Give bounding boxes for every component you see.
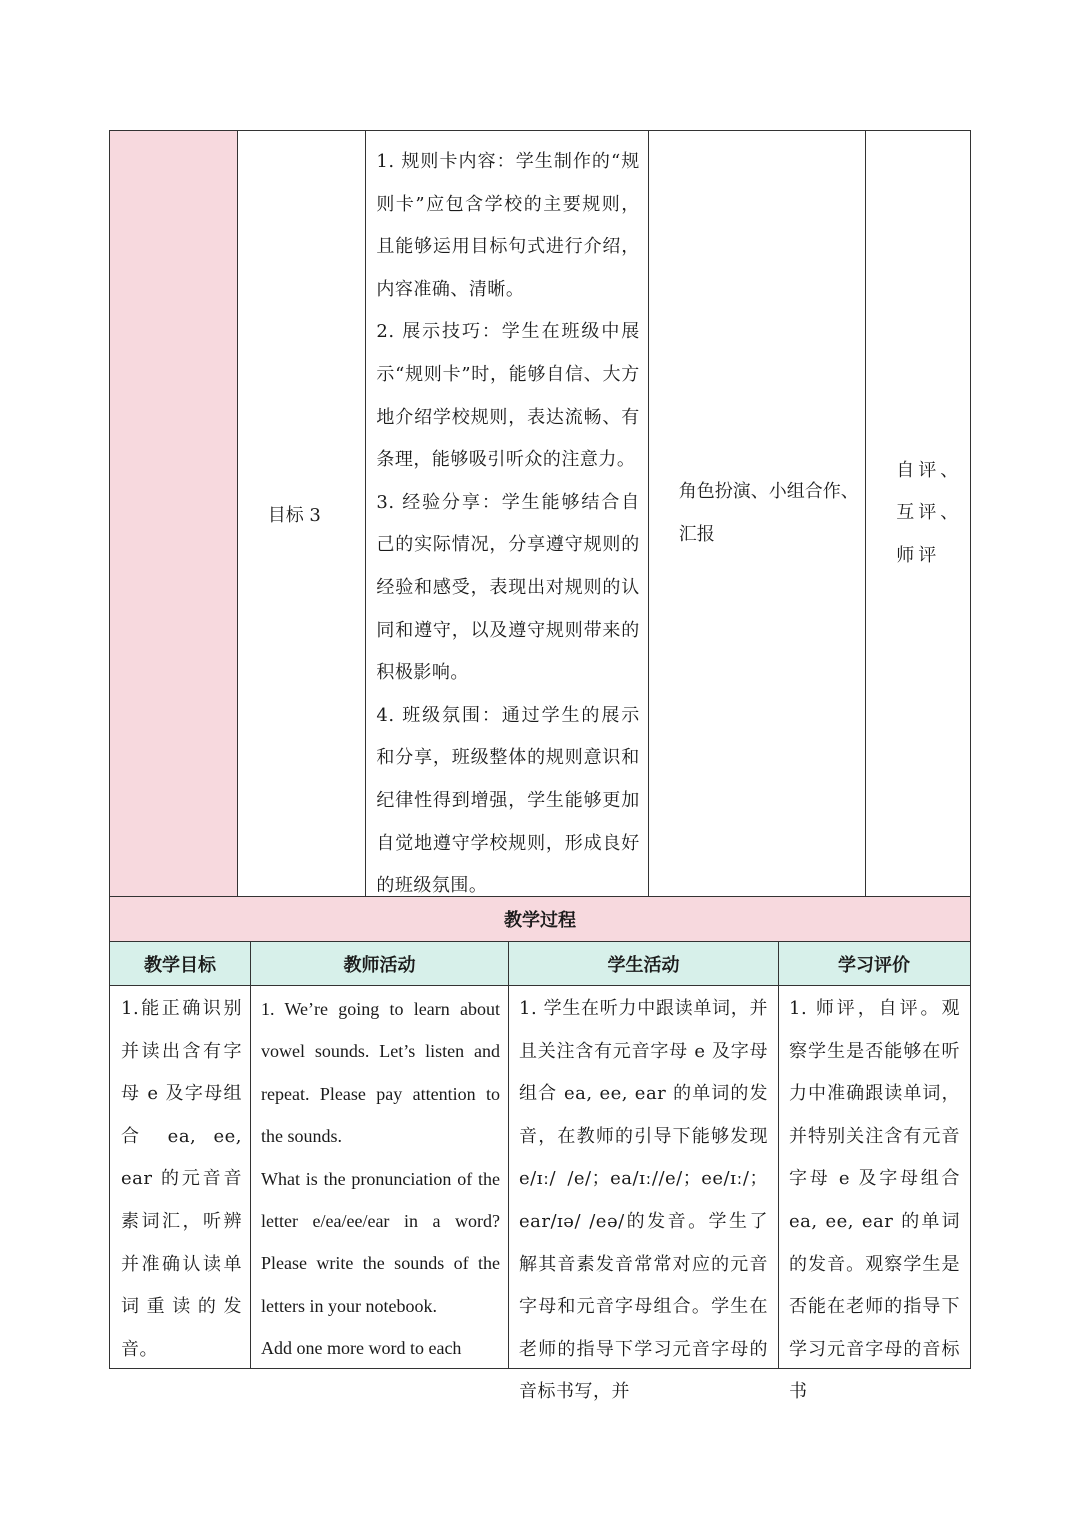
- lesson-table: [109, 130, 971, 1403]
- evaluation-line-3: 师评: [896, 544, 941, 566]
- goal-text: 1.能正确识别并读出含有字母 e 及字母组合 ea, ee, ear 的元音音素词汇，听辨并准确认读单词重读的发音。: [121, 998, 242, 1360]
- evaluation-methods: [866, 450, 962, 578]
- assessment-row: [110, 131, 970, 897]
- criteria-cell: [366, 131, 648, 896]
- goal-cell: [238, 131, 367, 896]
- student-text: 1. 学生在听力中跟读单词，并且关注含有元音字母 e 及字母组合 ea, ee, ear 的单词的发音，在教师的引导下能够发现 e/ɪː/ /e/；ea/ɪː//e/；ee/ɪː/；ear/ɪə/ /eə/的发音。学生了解其音素发音常常对应的元音字母和元音字母组合。学生在老师的指导下学习元音字母的音标书写，并: [519, 998, 768, 1403]
- teacher-text-1: 1. We’re going to learn about vowel sounds. Let’s listen and repeat. Please pay attention to the sounds.: [261, 999, 500, 1147]
- goal-label: 目标 3: [267, 504, 321, 526]
- header-evaluation: 学习评价: [838, 954, 910, 976]
- teacher-content-cell: [251, 986, 509, 1368]
- header-goal: 教学目标: [110, 942, 251, 985]
- criterion-4: 4. 班级氛围：通过学生的展示和分享，班级整体的规则意识和纪律性得到增强，学生能够更加自觉地遵守学校规则，形成良好的班级氛围。: [376, 704, 640, 897]
- process-header-row: [110, 942, 970, 986]
- process-title: 教学过程: [110, 897, 970, 942]
- header-student: 学生活动: [509, 942, 779, 985]
- criterion-1: 1. 规则卡内容：学生制作的“规则卡”应包含学校的主要规则，且能够运用目标句式进行介绍，内容准确、清晰。: [376, 151, 640, 300]
- methods-text: 角色扮演、小组合作、汇报: [678, 480, 859, 545]
- goal-content-cell: [110, 986, 251, 1368]
- evaluation-line-1: 自评、: [896, 459, 963, 481]
- student-content-cell: [509, 986, 779, 1403]
- section-label-cell: [110, 131, 238, 896]
- teacher-text-3: Add one more word to each: [261, 1338, 462, 1359]
- evaluation-text: 1. 师评，自评。观察学生是否能够在听力中准确跟读单词，并特别关注含有元音字母 e 及字母组合 ea, ee, ear 的单词的发音。观察学生是否能在老师的指导下学习元音字母的音标书: [789, 998, 960, 1403]
- header-teacher: 教师活动: [251, 942, 509, 985]
- criterion-3: 3. 经验分享：学生能够结合自己的实际情况，分享遵守规则的经验和感受，表现出对规则的认同和遵守，以及遵守规则带来的积极影响。: [376, 491, 640, 684]
- criterion-2: 2. 展示技巧：学生在班级中展示“规则卡”时，能够自信、大方地介绍学校规则，表达流畅、有条理，能够吸引听众的注意力。: [376, 321, 640, 471]
- process-content-row: [110, 986, 970, 1403]
- evaluation-line-2: 互评、: [896, 502, 963, 524]
- evaluation-content-cell: [779, 986, 969, 1403]
- methods-cell: [649, 131, 866, 896]
- evaluation-cell: [866, 131, 970, 896]
- teacher-text-2: What is the pronunciation of the letter e/ea/ee/ear in a word? Please write the sounds of the letters in your notebook.: [261, 1168, 500, 1316]
